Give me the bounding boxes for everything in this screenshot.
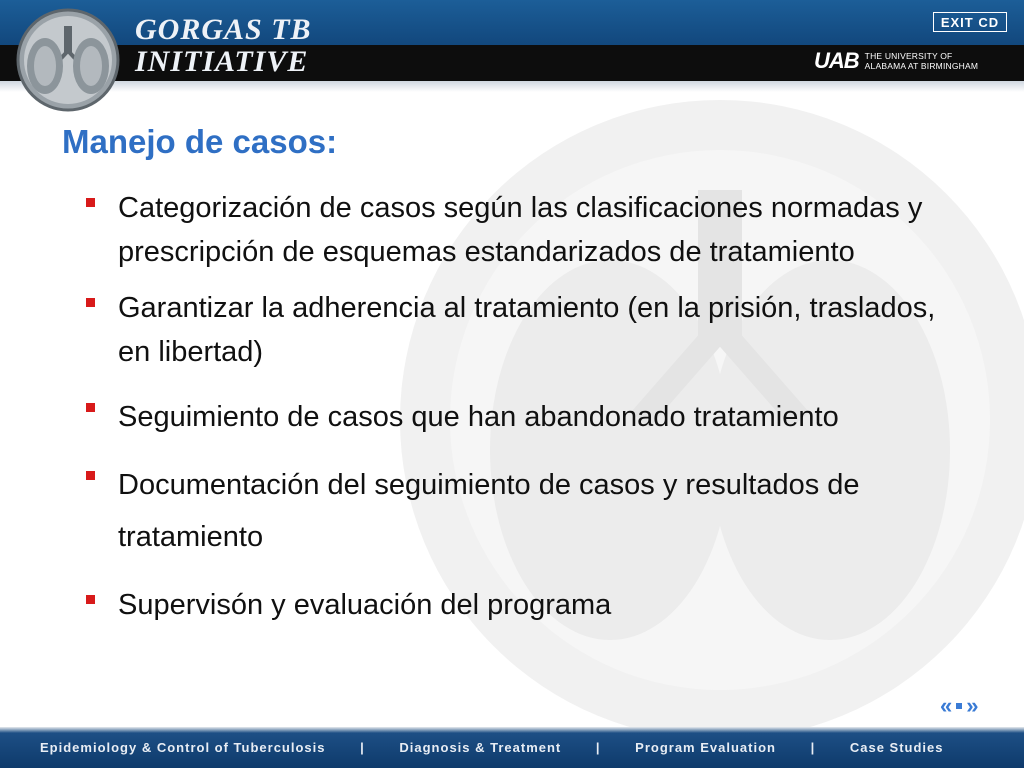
lung-globe-logo-icon <box>12 8 124 112</box>
exit-cd-button[interactable]: EXIT CD <box>933 12 1007 32</box>
uab-sub-line-1: THE UNIVERSITY OF <box>864 51 953 61</box>
footer-link-program-evaluation[interactable]: Program Evaluation <box>635 740 776 755</box>
slide-title: Manejo de casos: <box>62 123 338 160</box>
bullet-square-icon <box>86 403 95 412</box>
stop-icon[interactable] <box>956 703 962 709</box>
footer-link-case-studies[interactable]: Case Studies <box>849 740 944 755</box>
bullet-text: Documentación del seguimiento de casos y resultados de tratamiento <box>118 469 860 553</box>
footer-separator: | <box>360 740 365 755</box>
bullet-text: Seguimiento de casos que han abandonado tratamiento <box>118 401 839 433</box>
bullet-item <box>86 186 946 274</box>
next-slide-icon[interactable]: » <box>966 693 979 718</box>
uab-sub-line-2: ALABAMA AT BIRMINGHAM <box>864 61 979 71</box>
bullet-item <box>86 583 946 627</box>
bullet-square-icon <box>86 198 95 207</box>
footer-separator: | <box>810 740 816 755</box>
footer-nav <box>40 740 944 755</box>
footer-link-diagnosis[interactable]: Diagnosis & Treatment <box>399 740 562 755</box>
bullet-square-icon <box>86 298 95 307</box>
uab-mark: UAB <box>814 48 859 73</box>
uab-logo <box>814 48 978 74</box>
bullet-list <box>86 186 946 627</box>
bullet-text: Supervisón y evaluación del programa <box>118 589 612 621</box>
bullet-text: Garantizar la adherencia al tratamiento (en la prisión, traslados, en libertad) <box>118 292 936 368</box>
bullet-item <box>86 391 946 443</box>
brand-line-2: INITIATIVE <box>135 45 309 78</box>
bullet-item <box>86 459 946 563</box>
footer-separator: | <box>595 740 601 755</box>
slide-nav <box>940 693 979 719</box>
bullet-square-icon <box>86 471 95 480</box>
bullet-square-icon <box>86 595 95 604</box>
brand-title <box>135 14 312 78</box>
bullet-item <box>86 286 946 374</box>
uab-subtitle <box>865 51 978 71</box>
bullet-text: Categorización de casos según las clasificaciones normadas y prescripción de esquemas estandarizados de tratamiento <box>118 192 923 268</box>
footer-link-epidemiology[interactable]: Epidemiology & Control of Tuberculosis <box>40 740 326 755</box>
brand-line-1: GORGAS TB <box>135 13 312 46</box>
prev-slide-icon[interactable]: « <box>940 693 953 718</box>
